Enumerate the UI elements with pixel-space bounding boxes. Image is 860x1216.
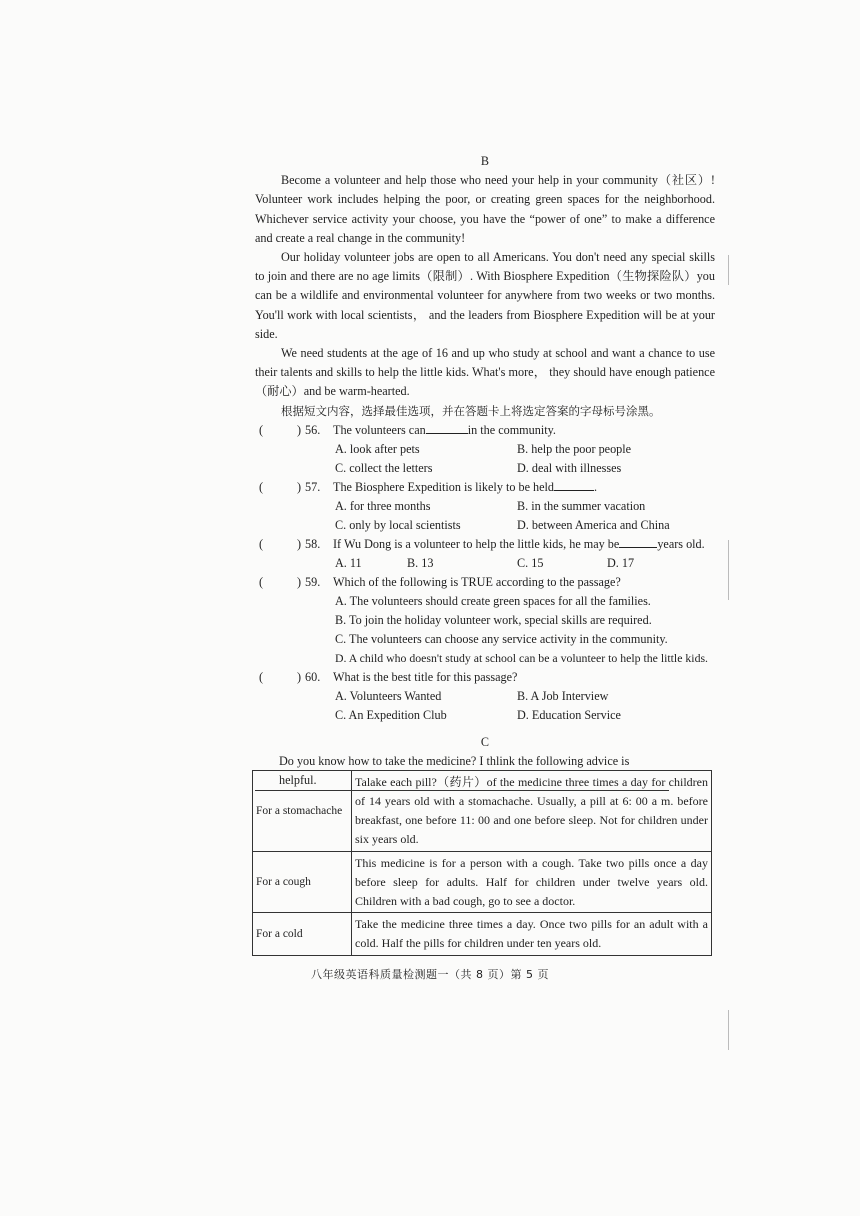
row-text: Take the medicine three times a day. Once two pills for an adult with a cold. Half the pills for children under ten years old. bbox=[352, 913, 712, 956]
option-d: D. between America and China bbox=[517, 517, 670, 532]
scan-edge-mark bbox=[728, 540, 729, 600]
options-row bbox=[255, 497, 715, 516]
question-number: 57. bbox=[305, 479, 321, 494]
table-row bbox=[253, 852, 712, 913]
question-stem: Which of the following is TRUE according to the passage? bbox=[333, 574, 621, 589]
scan-edge-mark bbox=[728, 1010, 729, 1050]
option-a: A. Volunteers Wanted bbox=[335, 688, 442, 703]
option-a: A. The volunteers should create green spaces for all the families. bbox=[335, 593, 651, 608]
answer-paren-open: ( bbox=[259, 669, 264, 684]
answer-paren-close: ) bbox=[297, 479, 302, 494]
answer-paren-open: ( bbox=[259, 422, 264, 437]
paragraph-3: We need students at the age of 16 and up who study at school and want a chance to use their talents and skills to help the little kids. What's more， they should have enough patience（耐心）and be warm-hearted. bbox=[255, 346, 715, 399]
option-a: A. for three months bbox=[335, 498, 431, 513]
section-b-heading: B bbox=[480, 154, 490, 168]
answer-paren-close: ) bbox=[297, 669, 302, 684]
question-stem: If Wu Dong is a volunteer to help the little kids, he may be years old. bbox=[333, 536, 705, 551]
option-b: B. help the poor people bbox=[517, 441, 632, 456]
answer-paren-open: ( bbox=[259, 574, 264, 589]
option-c: C. collect the letters bbox=[335, 460, 433, 475]
question-stem: The volunteers can in the community. bbox=[333, 422, 556, 437]
option-b: B. 13 bbox=[407, 555, 434, 570]
option-a: A. 11 bbox=[335, 555, 362, 570]
question-number: 56. bbox=[305, 422, 321, 437]
option-a: A. look after pets bbox=[335, 441, 420, 456]
section-b bbox=[255, 152, 715, 725]
question-number: 59. bbox=[305, 574, 321, 589]
option-d: D. 17 bbox=[607, 555, 635, 570]
instruction: 根据短文内容，选择最佳选项，并在答题卡上将选定答案的字母标号涂黑。 bbox=[281, 403, 661, 418]
question-number: 60. bbox=[305, 669, 321, 684]
section-c-intro: Do you know how to take the medicine? I thlink the following advice is helpful. bbox=[255, 752, 669, 791]
question-stem: The Biosphere Expedition is likely to be held . bbox=[333, 479, 598, 494]
option-c: C. only by local scientists bbox=[335, 517, 461, 532]
paragraph-1: Become a volunteer and help those who need your help in your community（社区）! Volunteer work includes helping the poor, or creating green spaces for the neighborhood. Whichever service activity your choose, you have the “power of one” to make a difference and create a real change in the community! bbox=[255, 173, 715, 245]
option-c: C. 15 bbox=[517, 555, 544, 570]
answer-paren-open: ( bbox=[259, 536, 264, 551]
question-stem: What is the best title for this passage? bbox=[333, 669, 518, 684]
answer-paren-close: ) bbox=[297, 422, 302, 437]
option-c: C. The volunteers can choose any service activity in the community. bbox=[335, 631, 668, 646]
options-row bbox=[255, 630, 715, 649]
table-row bbox=[253, 771, 712, 852]
question-60 bbox=[255, 668, 715, 687]
medicine-table bbox=[252, 770, 712, 956]
options-row bbox=[255, 516, 715, 535]
answer-paren-close: ) bbox=[297, 574, 302, 589]
question-58 bbox=[255, 535, 715, 554]
option-c: C. An Expedition Club bbox=[335, 707, 447, 722]
option-b: B. A Job Interview bbox=[517, 688, 609, 703]
row-label: For a cold bbox=[253, 913, 352, 956]
table-row bbox=[253, 913, 712, 956]
options-row bbox=[255, 592, 715, 611]
option-d: D. deal with illnesses bbox=[517, 460, 622, 475]
paragraph-2: Our holiday volunteer jobs are open to all Americans. You don't need any special skills to join and there are no age limits（限制）. With Biosphere Expedition（生物探险队）you can be a wildlife and environmental volunteer for anywhere from two weeks or two months. You'll work with local scientists， and the leaders from Biosphere Expedition will be at your side. bbox=[255, 250, 715, 341]
scan-edge-mark bbox=[728, 255, 729, 285]
option-b: B. To join the holiday volunteer work, special skills are required. bbox=[335, 612, 652, 627]
row-label: For a stomachache bbox=[253, 771, 352, 852]
row-text: Talake each pill?（药片）of the medicine three times a day for children of 14 years old with a stomachache. Usually, a pill at 6: 00 a m. before breakfast, one before 11: 00 and one before sleep. Not for children under six years old. bbox=[352, 771, 712, 852]
row-text: This medicine is for a person with a cough. Take two pills once a day before sleep for adults. Half for children under twelve years old. Children with a bad cough, go to see a doctor. bbox=[352, 852, 712, 913]
page-footer: 八年级英语科质量检测题一（共 8 页）第 5 页 bbox=[311, 968, 549, 981]
option-b: B. in the summer vacation bbox=[517, 498, 646, 513]
options-row bbox=[255, 687, 715, 706]
option-d: D. Education Service bbox=[517, 707, 621, 722]
section-c-heading: C bbox=[480, 735, 490, 749]
options-row bbox=[255, 554, 715, 573]
answer-paren-close: ) bbox=[297, 536, 302, 551]
row-label: For a cough bbox=[253, 852, 352, 913]
question-57 bbox=[255, 478, 715, 497]
options-row bbox=[255, 440, 715, 459]
options-row bbox=[255, 611, 715, 630]
question-number: 58. bbox=[305, 536, 321, 551]
question-59 bbox=[255, 573, 715, 592]
options-row bbox=[255, 459, 715, 478]
question-56 bbox=[255, 421, 715, 440]
answer-paren-open: ( bbox=[259, 479, 264, 494]
options-row bbox=[255, 649, 715, 668]
option-d: D. A child who doesn't study at school can be a volunteer to help the little kids. bbox=[335, 650, 709, 665]
options-row bbox=[255, 706, 715, 725]
